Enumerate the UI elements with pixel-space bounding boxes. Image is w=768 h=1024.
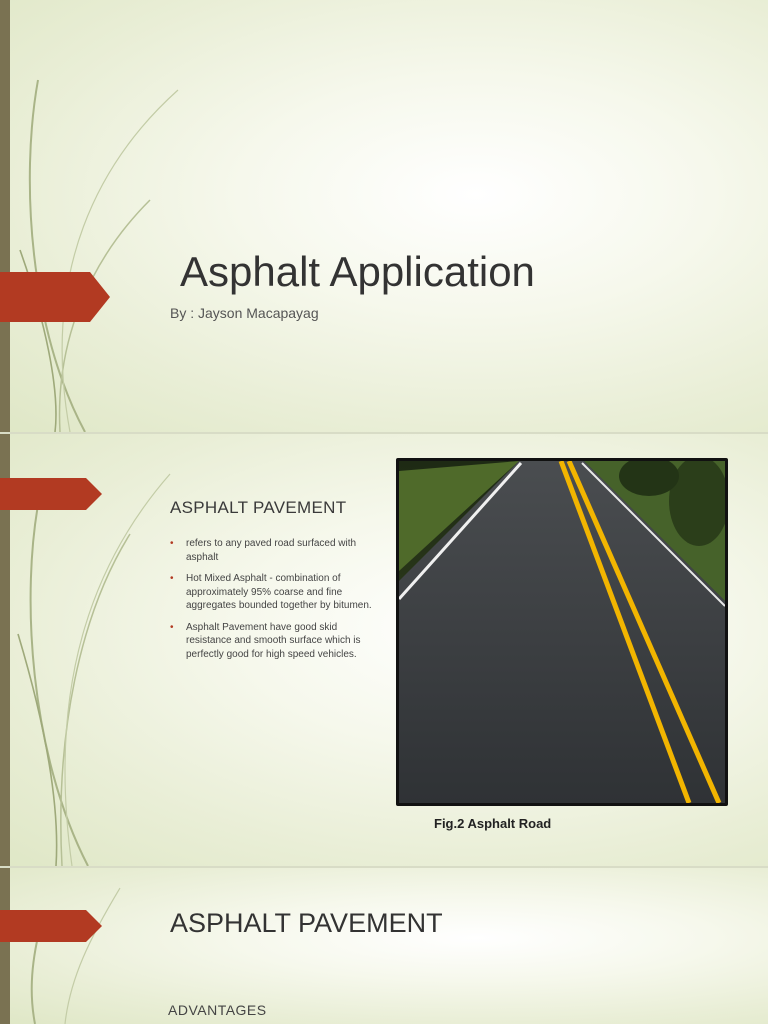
accent-tab xyxy=(0,910,102,942)
section-subheading: ADVANTAGES xyxy=(168,1002,267,1018)
bullet-item: • Hot Mixed Asphalt - combination of approximately 95% coarse and fine aggregates bounded together by bitumen. xyxy=(168,572,380,613)
accent-tab xyxy=(0,272,110,322)
slide-title: Asphalt Application xyxy=(180,248,535,295)
accent-tab xyxy=(0,478,102,510)
swoosh-decoration xyxy=(0,868,180,1024)
slide-2 xyxy=(0,434,768,866)
asphalt-road-photo xyxy=(396,458,728,806)
section-heading: ASPHALT PAVEMENT xyxy=(170,908,443,938)
section-heading: ASPHALT PAVEMENT xyxy=(170,498,347,517)
bullet-list xyxy=(168,537,380,669)
bullet-item: • refers to any paved road surfaced with asphalt xyxy=(168,537,380,564)
slide-3 xyxy=(0,868,768,1024)
slide-subtitle: By : Jayson Macapayag xyxy=(170,305,319,321)
slide-1 xyxy=(0,0,768,432)
figure-caption: Fig.2 Asphalt Road xyxy=(434,816,552,831)
swoosh-decoration xyxy=(0,0,180,432)
bullet-item: • Asphalt Pavement have good skid resistance and smooth surface which is perfectly good for high speed vehicles. xyxy=(168,621,380,662)
